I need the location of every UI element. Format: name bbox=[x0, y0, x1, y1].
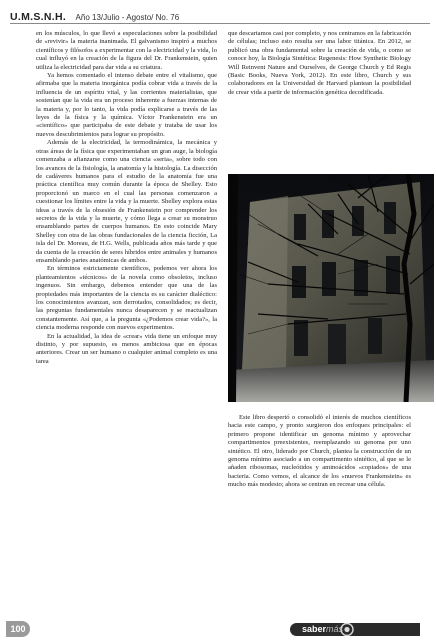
building-photo-image bbox=[228, 174, 434, 402]
left-column bbox=[36, 30, 217, 620]
paragraph: En términos estrictamente científicos, podemos ver ahora los planteamientos «técnicos» de la novela como obsoletos, incluso ingenuos. Sin embargo, debemos entender que una de las propiedades más importantes de la ciencia es su carácter dialéctico: los conocimientos avanzan, son derrotados, consolidados; es decir, las preguntas fundamentales nunca desaparecen y se reactualizan constantemente. Así que, a la pregunta «¿Podemos crear vida?», la ciencia moderna responde con nuevos experimentos. bbox=[36, 265, 217, 332]
building-photo bbox=[228, 174, 434, 402]
logo-text-accent: más bbox=[326, 624, 344, 634]
right-column-bottom bbox=[228, 414, 411, 618]
page-footer bbox=[0, 620, 436, 640]
paragraph: que descartamos casi por completo, y nos centramos en la fabricación de células; incluso esto resulta ser una labor titánica. En 2012, se publicó una obra fundamental sobre la creación de vida, o como se conoce hoy, la Biología Sintética: Regenesis: How Synthetic Biology Will Reinvent Nature and Ourselves, de George Church y Ed Regis (Basic Books, Nueva York, 2012). En este libro, Church y sus colaboradores en la Universidad de Harvard plantean la posibilidad de crear vida a partir de información genética decodificada. bbox=[228, 30, 411, 96]
magazine-logo-icon bbox=[338, 621, 356, 638]
paragraph: Ya hemos comentado el intenso debate entre el vitalismo, que afirmaba que la materia inorgánica podía cobrar vida a través de la influencia de un espíritu vital, y las corrientes materialistas, que sostenían que la vida era un proceso inherente a fuerzas internas de la materia y, por lo tanto, la vida podía explicarse a través de las leyes de la física y la química. Víctor Frankenstein era un «científico» que participaba de este debate y trataba de usar los nuevos descubrimientos para lograr su propósito. bbox=[36, 72, 217, 138]
issue-info: Año 13/Julio - Agosto/ No. 76 bbox=[75, 13, 180, 22]
logo-text-main: saber bbox=[302, 624, 327, 634]
paragraph: Además de la electricidad, la termodinámica, la mecánica y otras áreas de la física que experimentaban un gran auge, la biología comenzaba a afianzarse como una ciencia «seria», sobre todo con los avances de la fisiología, la anatomía y la histología. La disección de cadáveres humanos para el estudio de la anatomía fue una práctica científica muy común durante la época de Shelley. Esto proporcionó un marco en el cual las personas comenzaron a cuestionar los límites entre la vida y la muerte. Shelley explora estas ideas a través de la obsesión de Frankenstein por comprender los secretos de la vida y la muerte, y cómo llega a crear su monstruo ensamblando partes de cuerpos humanos. En esto coincide Mary Shelley con otra de las obras fundacionales de la ciencia ficción, La isla del Dr. Moreau, de H.G. Wells, publicada años más tarde y que da cuenta de la creación de seres híbridos entre animales y humanos ensamblando partes anatómicas de ambos. bbox=[36, 139, 217, 264]
right-column-top bbox=[228, 30, 411, 170]
paragraph: en los músculos, lo que llevó a especulaciones sobre la posibilidad de «revivir» la materia inanimada. El galvanismo inspiró a muchos científicos y filósofos a experimentar con la electricidad y la vida, lo cual influyó en la creación de la figura del Dr. Frankenstein, quien utiliza la electricidad para dar vida a su criatura. bbox=[36, 30, 217, 71]
magazine-logo-text bbox=[302, 623, 343, 636]
page-number: 100 bbox=[6, 621, 30, 637]
journal-brand: U.M.S.N.H. bbox=[10, 11, 67, 23]
paragraph: Este libro despertó o consolidó el interés de muchos científicos hacia este campo, y pronto surgieron dos enfoques principales: el primero propone identificar un genoma mínimo y aprovechar compartimentos preexistentes, reemplazando su genoma por uno sintético. El otro, liderado por Church, plantea la construcción de un genoma mínimo asociado a un compartimento sintético, al que se le añaden ribosomas, nucleótidos y aminoácidos «copiados» de una bacteria. Como vemos, el alcance de los «nuevos Frankenstein» es mucho más modesto; ahora se centran en recrear una célula. bbox=[228, 414, 411, 489]
paragraph: En la actualidad, la idea de «crear» vida tiene un enfoque muy distinto, y por supuesto, es menos ambiciosa que en épocas anteriores. Crear un ser humano o cualquier animal completo es una tarea bbox=[36, 332, 217, 365]
header-divider bbox=[10, 23, 430, 24]
